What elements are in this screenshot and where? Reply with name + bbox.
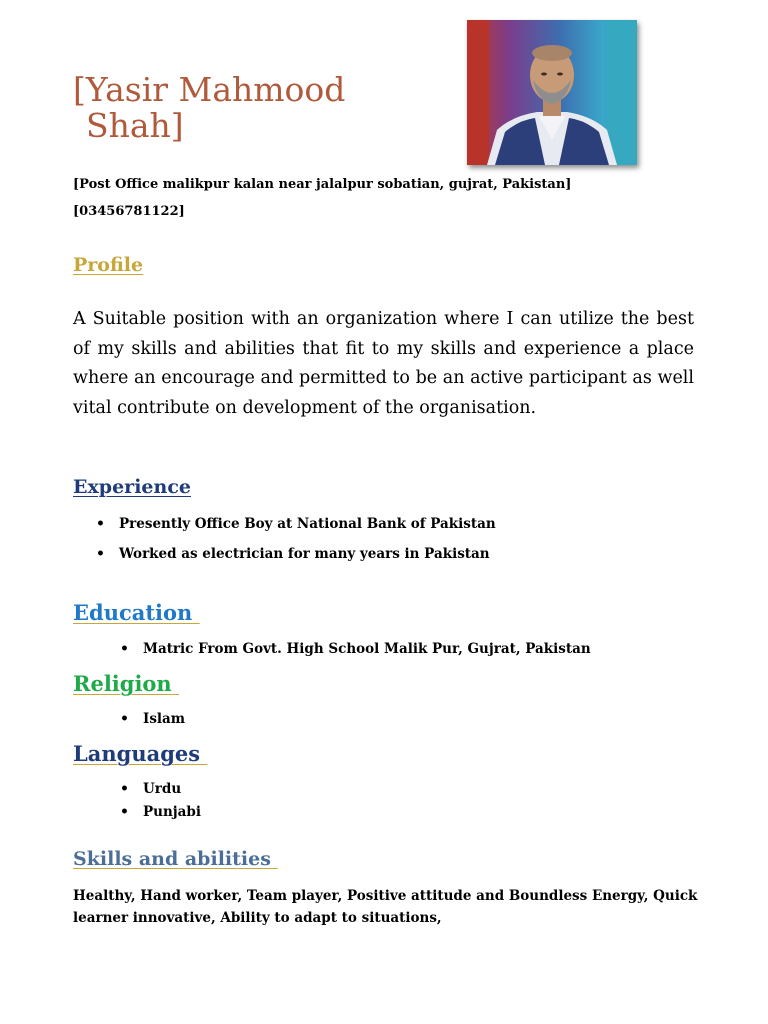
list-item: • Presently Office Boy at National Bank of Pakistan (96, 515, 496, 545)
contact-info (73, 177, 571, 231)
experience-heading: Experience (73, 476, 191, 498)
name-line-1: [Yasir Mahmood (73, 70, 346, 109)
education-list (120, 641, 591, 657)
skills-text: Healthy, Hand worker, Team player, Positive attitude and Boundless Energy, Quick learner innovative, Ability to adapt to situations, (73, 888, 698, 926)
profile-text: A Suitable position with an organization where I can utilize the best of my skills and abilities that fit to my skills and experience a place where an encourage and permitted to be an active participant as well vital contribute on development of the organisation. (73, 309, 694, 418)
skills-heading-label: Skills and abilities (73, 848, 271, 870)
languages-heading (73, 741, 207, 766)
list-item: • Islam (120, 711, 185, 727)
list-item: • Punjabi (120, 804, 201, 827)
religion-heading-label: Religion (73, 671, 172, 696)
candidate-name (73, 72, 345, 144)
list-item: • Urdu (120, 781, 201, 804)
list-item: • Worked as electrician for many years in Pakistan (96, 545, 496, 575)
languages-list (120, 781, 201, 827)
religion-list (120, 711, 185, 727)
profile-photo (467, 20, 637, 165)
profile-heading: Profile (73, 254, 144, 276)
languages-heading-label: Languages (73, 741, 201, 766)
religion-heading (73, 671, 179, 696)
address: [Post Office malikpur kalan near jalalpur sobatian, gujrat, Pakistan] (73, 177, 572, 192)
education-heading-label: Education (73, 600, 193, 625)
skills-heading (73, 848, 278, 870)
experience-list (96, 515, 496, 575)
phone-number: [03456781122] (73, 204, 185, 219)
list-item: • Matric From Govt. High School Malik Pur, Gujrat, Pakistan (120, 641, 591, 657)
portrait-photo-icon (467, 20, 637, 165)
education-heading (73, 600, 200, 625)
name-line-2: Shah] (86, 106, 184, 145)
